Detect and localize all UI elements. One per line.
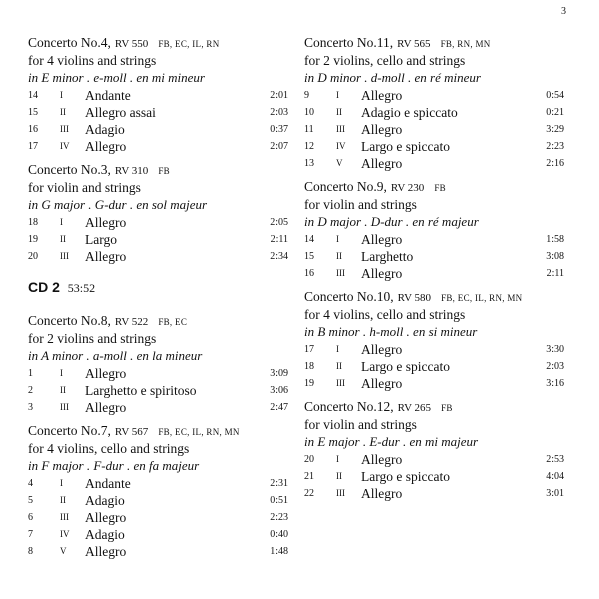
track-number: 22 xyxy=(304,488,314,499)
concerto-heading xyxy=(304,288,564,307)
track-title: Largo e spiccato xyxy=(361,139,450,154)
track-duration: 1:48 xyxy=(270,546,288,557)
cd-label: CD 2 xyxy=(28,279,60,295)
concerto-entry xyxy=(28,34,288,155)
track-row xyxy=(28,475,288,492)
right-column xyxy=(304,34,564,508)
track-number: 20 xyxy=(28,251,38,262)
track-number: 16 xyxy=(28,124,38,135)
page-number: 3 xyxy=(561,6,566,17)
track-row xyxy=(28,365,288,382)
concerto-key: in F major . F-dur . en fa majeur xyxy=(28,458,200,473)
track-number: 5 xyxy=(28,495,33,506)
track-duration: 2:11 xyxy=(546,268,564,279)
movement-numeral: I xyxy=(60,368,63,378)
track-row xyxy=(28,231,288,248)
track-duration: 3:01 xyxy=(546,488,564,499)
track-title: Largo e spiccato xyxy=(361,359,450,374)
movement-numeral: II xyxy=(60,107,66,117)
movement-numeral: III xyxy=(60,251,69,261)
track-title: Adagio xyxy=(85,493,125,508)
track-number: 18 xyxy=(28,217,38,228)
track-number: 15 xyxy=(304,251,314,262)
track-duration: 2:01 xyxy=(270,90,288,101)
track-number: 11 xyxy=(304,124,314,135)
track-duration: 4:04 xyxy=(546,471,564,482)
track-list xyxy=(28,214,288,265)
track-title: Larghetto xyxy=(361,249,414,264)
rv-number: RV 565 xyxy=(397,38,431,50)
concerto-key: in D minor . d-moll . en ré mineur xyxy=(304,70,481,85)
track-duration: 2:34 xyxy=(270,251,288,262)
track-row xyxy=(28,509,288,526)
concerto-scoring: for 2 violins, cello and strings xyxy=(304,53,466,68)
movement-numeral: IV xyxy=(60,141,70,151)
track-number: 15 xyxy=(28,107,38,118)
track-list xyxy=(28,365,288,416)
track-row xyxy=(304,87,564,104)
track-row xyxy=(304,138,564,155)
track-duration: 2:47 xyxy=(270,402,288,413)
track-title: Allegro xyxy=(361,486,403,501)
cd-total-time: 53:52 xyxy=(67,281,96,295)
movement-numeral: V xyxy=(336,158,343,168)
track-number: 9 xyxy=(304,90,309,101)
track-duration: 2:23 xyxy=(546,141,564,152)
track-duration: 3:30 xyxy=(546,344,564,355)
concerto-title: Concerto No.10, xyxy=(304,289,394,304)
movement-numeral: II xyxy=(336,107,342,117)
concerto-heading xyxy=(304,34,564,53)
movement-numeral: IV xyxy=(336,141,346,151)
track-title: Allegro assai xyxy=(85,105,156,120)
track-duration: 2:03 xyxy=(546,361,564,372)
concerto-heading xyxy=(304,398,564,417)
track-row xyxy=(304,341,564,358)
track-row xyxy=(28,214,288,231)
movement-numeral: III xyxy=(336,268,345,278)
track-row xyxy=(304,468,564,485)
track-row xyxy=(304,104,564,121)
concerto-group-bottom xyxy=(28,312,288,560)
track-row xyxy=(304,248,564,265)
rv-number: RV 567 xyxy=(114,426,149,438)
concerto-heading xyxy=(28,422,288,441)
concerto-entry xyxy=(28,422,288,560)
concerto-group-top xyxy=(28,34,288,265)
track-title: Allegro xyxy=(361,88,403,103)
movement-numeral: V xyxy=(60,546,67,556)
concerto-scoring: for 2 violins and strings xyxy=(28,331,157,346)
concerto-title: Concerto No.9, xyxy=(304,179,387,194)
movement-numeral: I xyxy=(336,454,339,464)
track-title: Larghetto e spiritoso xyxy=(85,383,197,398)
track-number: 21 xyxy=(304,471,314,482)
track-duration: 0:37 xyxy=(270,124,288,135)
source-sigla: FB, EC xyxy=(158,317,188,327)
track-row xyxy=(28,87,288,104)
source-sigla: FB, RN, MN xyxy=(440,39,491,49)
movement-numeral: I xyxy=(60,90,63,100)
track-title: Allegro xyxy=(361,452,403,467)
track-row xyxy=(28,526,288,543)
movement-numeral: III xyxy=(60,124,69,134)
movement-numeral: II xyxy=(336,251,342,261)
track-title: Adagio e spiccato xyxy=(361,105,458,120)
track-title: Andante xyxy=(85,476,131,491)
track-duration: 2:05 xyxy=(270,217,288,228)
concerto-key: in B minor . h-moll . en si mineur xyxy=(304,324,478,339)
track-number: 3 xyxy=(28,402,33,413)
movement-numeral: II xyxy=(336,361,342,371)
concerto-key: in G major . G-dur . en sol majeur xyxy=(28,197,208,212)
movement-numeral: II xyxy=(336,471,342,481)
track-title: Allegro xyxy=(85,544,127,559)
track-title: Allegro xyxy=(85,510,127,525)
source-sigla: FB xyxy=(434,183,446,193)
track-row xyxy=(28,382,288,399)
movement-numeral: III xyxy=(336,378,345,388)
track-row xyxy=(28,399,288,416)
concerto-scoring: for 4 violins, cello and strings xyxy=(28,441,190,456)
track-number: 2 xyxy=(28,385,33,396)
track-number: 16 xyxy=(304,268,314,279)
track-row xyxy=(28,121,288,138)
track-duration: 3:09 xyxy=(270,368,288,379)
concerto-heading xyxy=(28,34,288,53)
movement-numeral: III xyxy=(336,124,345,134)
track-title: Allegro xyxy=(85,366,127,381)
track-row xyxy=(28,138,288,155)
concerto-title: Concerto No.12, xyxy=(304,399,394,414)
track-duration: 3:08 xyxy=(546,251,564,262)
source-sigla: FB, EC, IL, RN, MN xyxy=(441,293,523,303)
concerto-scoring: for 4 violins, cello and strings xyxy=(304,307,466,322)
track-duration: 2:16 xyxy=(546,158,564,169)
cd-heading xyxy=(28,279,288,296)
track-number: 17 xyxy=(304,344,314,355)
track-number: 12 xyxy=(304,141,314,152)
track-row xyxy=(28,248,288,265)
track-list xyxy=(28,87,288,155)
track-title: Allegro xyxy=(361,156,403,171)
movement-numeral: I xyxy=(336,90,339,100)
track-list xyxy=(304,451,564,502)
movement-numeral: II xyxy=(60,385,66,395)
track-duration: 0:21 xyxy=(546,107,564,118)
track-title: Adagio xyxy=(85,527,125,542)
track-title: Allegro xyxy=(361,232,403,247)
concerto-key: in A minor . a-moll . en la mineur xyxy=(28,348,203,363)
track-row xyxy=(304,265,564,282)
track-number: 18 xyxy=(304,361,314,372)
rv-number: RV 522 xyxy=(114,316,149,328)
movement-numeral: I xyxy=(60,478,63,488)
track-title: Allegro xyxy=(361,376,403,391)
concerto-entry xyxy=(28,161,288,265)
track-number: 19 xyxy=(304,378,314,389)
rv-number: RV 230 xyxy=(390,182,425,194)
concerto-key: in D major . D-dur . en ré majeur xyxy=(304,214,479,229)
concerto-heading xyxy=(304,178,564,197)
rv-number: RV 310 xyxy=(114,165,149,177)
track-title: Largo xyxy=(85,232,117,247)
movement-numeral: III xyxy=(336,488,345,498)
track-duration: 0:54 xyxy=(546,90,564,101)
track-duration: 2:03 xyxy=(270,107,288,118)
track-list xyxy=(304,231,564,282)
source-sigla: FB xyxy=(441,403,453,413)
track-duration: 0:40 xyxy=(270,529,288,540)
track-list xyxy=(304,87,564,172)
concerto-scoring: for violin and strings xyxy=(304,197,417,212)
track-duration: 2:53 xyxy=(546,454,564,465)
track-duration: 3:06 xyxy=(270,385,288,396)
track-duration: 1:58 xyxy=(546,234,564,245)
concerto-heading xyxy=(28,161,288,180)
concerto-title: Concerto No.7, xyxy=(28,423,111,438)
source-sigla: FB, EC, IL, RN, MN xyxy=(158,427,240,437)
track-row xyxy=(304,451,564,468)
track-number: 6 xyxy=(28,512,33,523)
track-title: Allegro xyxy=(85,400,127,415)
track-number: 10 xyxy=(304,107,314,118)
track-row xyxy=(304,231,564,248)
concerto-heading xyxy=(28,312,288,331)
track-row xyxy=(304,358,564,375)
concerto-entry xyxy=(304,288,564,392)
track-duration: 2:31 xyxy=(270,478,288,489)
track-title: Allegro xyxy=(85,249,127,264)
track-number: 1 xyxy=(28,368,33,379)
track-row xyxy=(28,104,288,121)
track-number: 7 xyxy=(28,529,33,540)
source-sigla: FB, EC, IL, RN xyxy=(158,39,220,49)
track-row xyxy=(28,492,288,509)
track-duration: 0:51 xyxy=(270,495,288,506)
concerto-title: Concerto No.8, xyxy=(28,313,111,328)
rv-number: RV 265 xyxy=(397,402,432,414)
concerto-key: in E minor . e-moll . en mi mineur xyxy=(28,70,205,85)
concerto-title: Concerto No.3, xyxy=(28,162,111,177)
track-title: Largo e spiccato xyxy=(361,469,450,484)
concerto-key: in E major . E-dur . en mi majeur xyxy=(304,434,479,449)
concerto-entry xyxy=(304,178,564,282)
track-row xyxy=(304,155,564,172)
left-column xyxy=(28,34,288,566)
track-duration: 2:07 xyxy=(270,141,288,152)
rv-number: RV 550 xyxy=(114,38,149,50)
track-title: Allegro xyxy=(361,266,403,281)
concerto-group-right xyxy=(304,34,564,502)
concerto-entry xyxy=(28,312,288,416)
track-title: Allegro xyxy=(85,139,127,154)
concerto-scoring: for violin and strings xyxy=(28,180,141,195)
movement-numeral: IV xyxy=(60,529,70,539)
movement-numeral: I xyxy=(336,344,339,354)
track-title: Allegro xyxy=(361,342,403,357)
concerto-entry xyxy=(304,34,564,172)
movement-numeral: III xyxy=(60,512,69,522)
track-number: 20 xyxy=(304,454,314,465)
movement-numeral: I xyxy=(60,217,63,227)
track-number: 4 xyxy=(28,478,33,489)
track-title: Andante xyxy=(85,88,131,103)
track-number: 8 xyxy=(28,546,33,557)
movement-numeral: I xyxy=(336,234,339,244)
track-duration: 3:16 xyxy=(546,378,564,389)
concerto-title: Concerto No.4, xyxy=(28,35,111,50)
concerto-title: Concerto No.11, xyxy=(304,35,394,50)
track-row xyxy=(304,485,564,502)
rv-number: RV 580 xyxy=(397,292,432,304)
track-row xyxy=(28,543,288,560)
concerto-scoring: for violin and strings xyxy=(304,417,417,432)
track-duration: 2:23 xyxy=(270,512,288,523)
track-row xyxy=(304,121,564,138)
track-duration: 2:11 xyxy=(270,234,288,245)
concerto-scoring: for 4 violins and strings xyxy=(28,53,157,68)
track-title: Allegro xyxy=(85,215,127,230)
track-number: 14 xyxy=(28,90,38,101)
track-number: 14 xyxy=(304,234,314,245)
track-number: 17 xyxy=(28,141,38,152)
track-title: Allegro xyxy=(361,122,403,137)
track-number: 19 xyxy=(28,234,38,245)
movement-numeral: III xyxy=(60,402,69,412)
track-list xyxy=(28,475,288,560)
track-row xyxy=(304,375,564,392)
track-number: 13 xyxy=(304,158,314,169)
concerto-entry xyxy=(304,398,564,502)
movement-numeral: II xyxy=(60,495,66,505)
source-sigla: FB xyxy=(158,166,170,176)
track-duration: 3:29 xyxy=(546,124,564,135)
track-title: Adagio xyxy=(85,122,125,137)
track-list xyxy=(304,341,564,392)
movement-numeral: II xyxy=(60,234,66,244)
